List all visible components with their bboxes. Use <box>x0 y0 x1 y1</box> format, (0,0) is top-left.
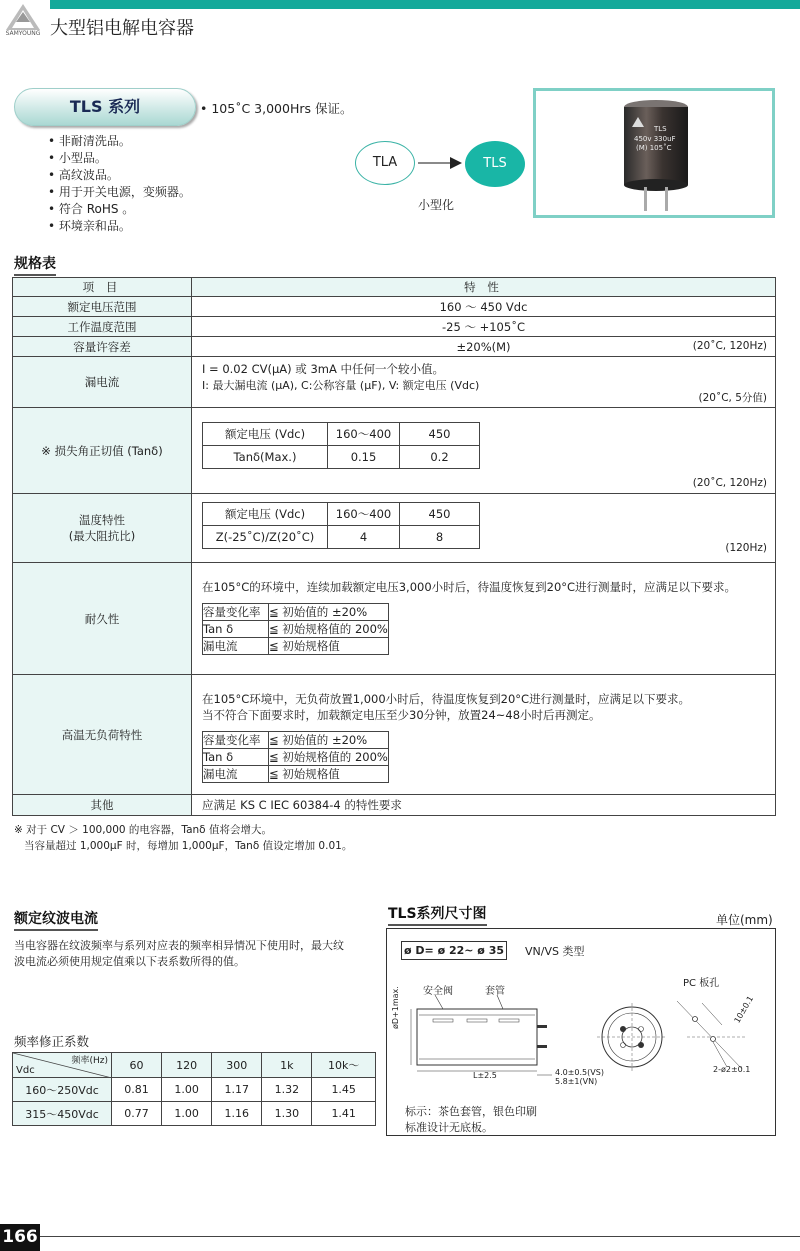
tan-hdr-range2: 450 <box>400 423 480 446</box>
shelf-desc1: 在105°C环境中，无负荷放置1,000小时后，待温度恢复到20°C进行测量时，应满足以下要求。 <box>202 692 691 706</box>
endurance-v1: ≦ 初始值的 ±20% <box>269 604 389 621</box>
endurance-k1: 容量变化率 <box>203 604 269 621</box>
freq-correction-table <box>12 1052 376 1126</box>
length-label: L±2.5 <box>473 1071 497 1080</box>
feature-item: • 环境亲和品。 <box>48 219 131 233</box>
product-photo-frame <box>533 88 775 218</box>
endurance-k2: Tan δ <box>203 621 269 638</box>
page-number: 166 <box>0 1224 40 1251</box>
row-tempchar-label2: (最大阻抗比) <box>68 529 136 543</box>
freq-cell: 1.30 <box>262 1102 312 1126</box>
shelf-k1: 容量变化率 <box>203 732 269 749</box>
flow-node-tla: TLA <box>355 141 415 185</box>
row-tan-label: ※ 损失角正切值 (Tanδ) <box>13 408 192 494</box>
guarantee-text: • 105˚C 3,000Hrs 保证。 <box>200 101 353 116</box>
tan-hdr-range1: 160～400 <box>328 423 400 446</box>
ripple-table-title: 频率修正系数 <box>14 1034 90 1049</box>
dimension-section-title: TLS系列尺寸图 <box>388 903 487 926</box>
ripple-section-title: 额定纹波电流 <box>14 908 98 931</box>
tempchar-hdr-range1: 160～400 <box>328 502 400 525</box>
spec-note-2: 当容量超过 1,000μF 时，每增加 1,000μF，Tanδ 值设定增加 0.01。 <box>24 840 353 852</box>
row-tolerance-label: 容量许容差 <box>13 337 192 357</box>
dimension-unit: 单位(mm) <box>716 913 773 927</box>
flow-caption: 小型化 <box>418 198 455 212</box>
tempchar-inner-table <box>202 502 480 549</box>
freq-cell: 0.77 <box>112 1102 162 1126</box>
freq-cell: 1.32 <box>262 1078 312 1102</box>
shelf-k3: 漏电流 <box>203 766 269 783</box>
flow-node-tls: TLS <box>465 141 525 187</box>
row-tempchar-label <box>13 494 192 563</box>
col-item-header: 项 目 <box>13 278 192 297</box>
freq-cell: 1.00 <box>162 1102 212 1126</box>
marking-note: 标示：茶色套管，银色印刷 <box>405 1105 537 1118</box>
feature-item: • 非耐清洗品。 <box>48 134 131 148</box>
row-leakage-line1: I = 0.02 CV(μA) 或 3mA 中任何一个较小值。 <box>202 362 445 376</box>
header-accent-bar <box>50 0 800 9</box>
freq-cell: 1.00 <box>162 1078 212 1102</box>
design-note: 标准设计无底板。 <box>405 1121 493 1134</box>
freq-row-range: 315～450Vdc <box>13 1102 112 1126</box>
page-title: 大型铝电解电容器 <box>50 18 194 39</box>
photo-label-rating: 450v 330uF <box>634 135 676 143</box>
hole-label: 2-ø2±0.1 <box>713 1065 751 1074</box>
type-label: VN/VS 类型 <box>525 945 585 958</box>
freq-cell: 1.16 <box>212 1102 262 1126</box>
row-other-value: 应满足 KS C IEC 60384-4 的特性要求 <box>192 795 776 816</box>
arrow-right-icon <box>416 154 466 172</box>
tempchar-row-label: Z(-25˚C)/Z(20˚C) <box>203 525 328 548</box>
col-char-header: 特 性 <box>192 278 776 297</box>
row-temp-value: -25 ～ +105˚C <box>192 317 776 337</box>
row-tempchar-label1: 温度特性 <box>79 513 125 527</box>
row-tempchar-cell <box>192 494 776 563</box>
feature-item: • 小型品。 <box>48 151 107 165</box>
row-voltage-label: 额定电压范围 <box>13 297 192 317</box>
tempchar-row-value1: 4 <box>328 525 400 548</box>
endurance-desc: 在105°C的环境中，连续加载额定电压3,000小时后，待温度恢复到20°C进行测量时，应满足以下要求。 <box>202 580 737 594</box>
tan-hdr-voltage: 额定电压 (Vdc) <box>203 423 328 446</box>
ripple-desc: 当电容器在纹波频率与系列对应表的频率相异情况下使用时，最大纹波电流必须使用规定值乘以下表系数所得的值。 <box>14 939 344 968</box>
freq-corner-cell <box>13 1053 112 1078</box>
freq-cell: 0.81 <box>112 1078 162 1102</box>
vdc-hdr-label: Vdc <box>16 1065 35 1076</box>
lead-len-vs: 4.0±0.5(VS) <box>555 1068 604 1077</box>
freq-col: 10k～ <box>312 1053 376 1078</box>
shelf-v1: ≦ 初始值的 ±20% <box>269 732 389 749</box>
lead-len-vn: 5.8±1(VN) <box>555 1077 598 1086</box>
row-endurance-cell <box>192 563 776 675</box>
freq-cell: 1.45 <box>312 1078 376 1102</box>
row-tan-cell <box>192 408 776 494</box>
sleeve-label: 套管 <box>485 986 505 997</box>
shelf-criteria <box>202 731 389 783</box>
freq-row-range: 160～250Vdc <box>13 1078 112 1102</box>
tempchar-row-value2: 8 <box>400 525 480 548</box>
tan-row-value2: 0.2 <box>400 446 480 469</box>
endurance-k3: 漏电流 <box>203 638 269 655</box>
logo-text: SAMYOUNG <box>5 30 41 37</box>
pcb-label: PC 板孔 <box>683 978 720 989</box>
row-shelf-label: 高温无负荷特性 <box>13 675 192 795</box>
row-leakage-cell <box>192 357 776 408</box>
pitch-label: 10±0.1 <box>732 994 756 1025</box>
freq-col: 60 <box>112 1053 162 1078</box>
tempchar-hdr-voltage: 额定电压 (Vdc) <box>203 502 328 525</box>
freq-hdr-label: 频率(Hz) <box>71 1056 108 1066</box>
tan-inner-table <box>202 422 480 469</box>
freq-col: 1k <box>262 1053 312 1078</box>
freq-col: 300 <box>212 1053 262 1078</box>
row-leakage-line2: I: 最大漏电流 (μA), C:公称容量 (μF), V: 额定电压 (Vdc) <box>202 379 480 392</box>
shelf-v2: ≦ 初始规格值的 200% <box>269 750 388 764</box>
size-range-label: ø D= ø 22~ ø 35 <box>401 941 507 960</box>
photo-label-temp: (M) 105˚C <box>636 144 672 152</box>
endurance-criteria <box>202 603 389 655</box>
spec-table <box>12 277 776 816</box>
row-tolerance-value: ±20%(M) <box>456 339 511 354</box>
row-leakage-label: 漏电流 <box>13 357 192 408</box>
photo-label-series: TLS <box>654 125 667 133</box>
feature-item: • 用于开关电源，变频器。 <box>48 185 191 199</box>
row-leakage-cond: (20˚C, 5分值) <box>698 392 767 404</box>
freq-col: 120 <box>162 1053 212 1078</box>
row-voltage-value: 160 ～ 450 Vdc <box>192 297 776 317</box>
series-name-badge: TLS 系列 <box>14 88 196 126</box>
vent-label: 安全阀 <box>423 986 453 997</box>
shelf-v3: ≦ 初始规格值 <box>269 766 389 783</box>
row-shelf-cell <box>192 675 776 795</box>
row-tempchar-cond: (120Hz) <box>725 542 767 554</box>
dia-label: øD+1max. <box>391 986 400 1029</box>
spec-note-1: ※ 对于 CV ＞ 100,000 的电容器，Tanδ 值将会增大。 <box>14 824 272 836</box>
row-temp-label: 工作温度范围 <box>13 317 192 337</box>
freq-cell: 1.17 <box>212 1078 262 1102</box>
freq-cell: 1.41 <box>312 1102 376 1126</box>
capacitor-photo-icon <box>616 97 696 213</box>
row-tan-cond: (20˚C, 120Hz) <box>692 477 767 489</box>
row-tolerance-cell <box>192 337 776 357</box>
footer-rule <box>40 1236 800 1237</box>
shelf-desc2: 当不符合下面要求时，加载额定电压至少30分钟，放置24~48小时后再测定。 <box>202 708 601 722</box>
endurance-v3: ≦ 初始规格值 <box>269 638 389 655</box>
tan-row-label: Tanδ(Max.) <box>203 446 328 469</box>
feature-item: • 高纹波品。 <box>48 168 119 182</box>
tempchar-hdr-range2: 450 <box>400 502 480 525</box>
spec-section-title: 规格表 <box>14 253 56 276</box>
row-endurance-label: 耐久性 <box>13 563 192 675</box>
shelf-k2: Tan δ <box>203 749 269 766</box>
row-tolerance-cond: (20˚C, 120Hz) <box>692 340 767 352</box>
feature-list <box>48 133 191 235</box>
row-other-label: 其他 <box>13 795 192 816</box>
endurance-v2: ≦ 初始规格值的 200% <box>269 622 388 636</box>
feature-item: • 符合 RoHS 。 <box>48 202 135 216</box>
dimension-drawing-box <box>386 928 776 1136</box>
tan-row-value1: 0.15 <box>328 446 400 469</box>
